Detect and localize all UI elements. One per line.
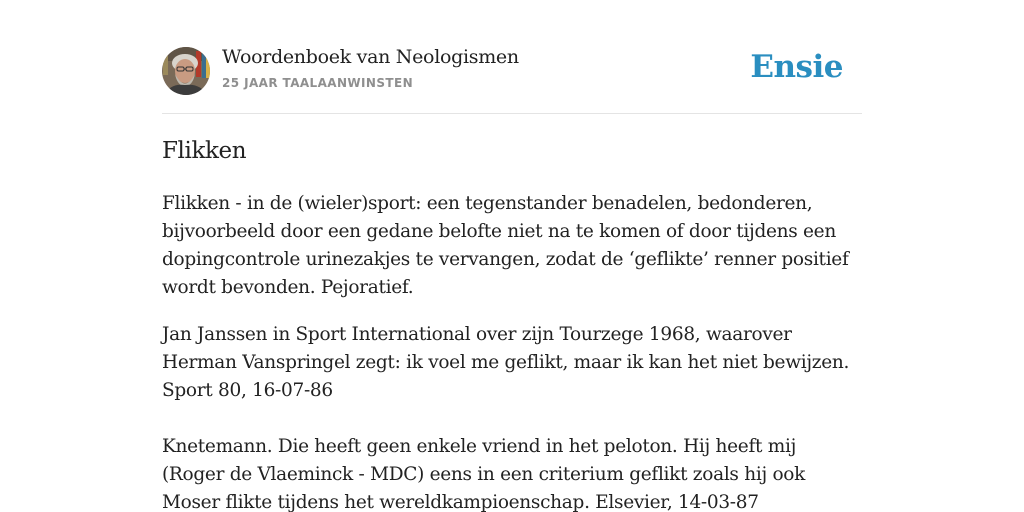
brand-logo[interactable]: Ensie: [750, 49, 843, 85]
entry-quote-1: Jan Janssen in Sport International over zijn Tourzege 1968, waarover Herman Vanspringel zegt: ik voel me geflikt, maar ik kan het niet bewijzen. Sport 80, 16-07-86: [162, 324, 850, 401]
header: [162, 0, 862, 114]
entry-title: Flikken: [162, 138, 247, 164]
author-portrait-icon: [162, 47, 210, 95]
author-name[interactable]: Woordenboek van Neologismen: [222, 46, 519, 68]
entry-quote-2: Knetemann. Die heeft geen enkele vriend in het peloton. Hij heeft mij (Roger de Vlaeminck - MDC) eens in een criterium geflikt zoals hij ook Moser flikte tijdens het wereldkampioenschap. Elsevier, 14-03-87: [162, 436, 806, 512]
author-avatar[interactable]: [162, 47, 210, 95]
entry-body: [162, 190, 862, 512]
author-subtitle: 25 JAAR TAALAANWINSTEN: [222, 76, 414, 90]
entry-definition: Flikken - in de (wieler)sport: een tegenstander benadelen, bedonderen, bijvoorbeeld door een gedane belofte niet na te komen of door tijdens een dopingcontrole urinezakjes te vervangen, zodat de ‘geflikte’ renner positief wordt bevonden. Pejoratief.: [162, 193, 849, 298]
page-container: [162, 0, 862, 512]
